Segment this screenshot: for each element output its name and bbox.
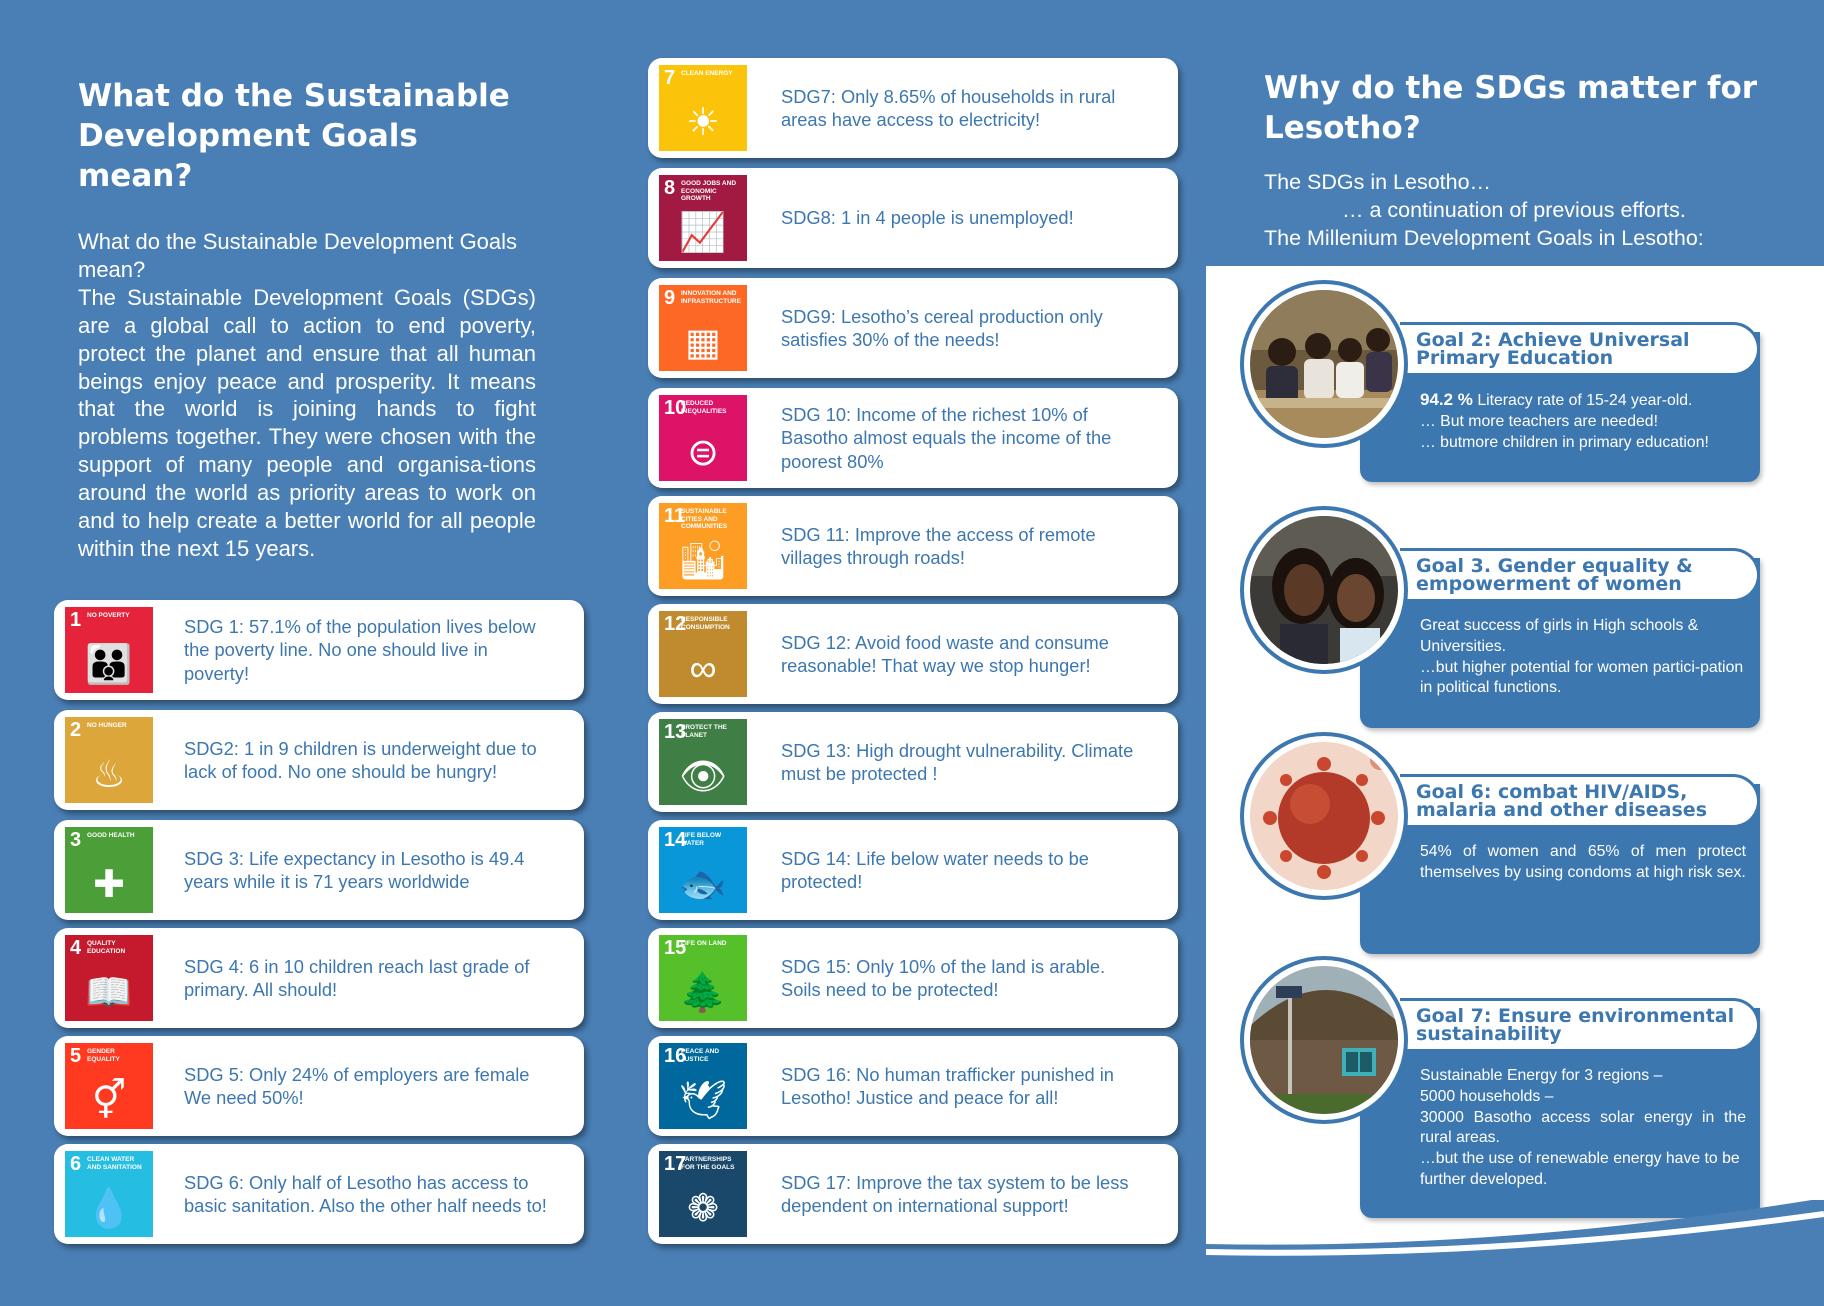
why-section-header — [1264, 68, 1784, 252]
sdg-label: REDUCED INEQUALITIES — [681, 400, 727, 415]
sdg-card-9 — [648, 278, 1178, 378]
intro-section — [78, 76, 536, 563]
sdg-text: SDG 5: Only 24% of employers are female We need 50%! — [184, 1063, 530, 1108]
goal-line: … butmore children in primary education! — [1420, 433, 1709, 451]
sdg-label: LIFE ON LAND — [681, 940, 727, 947]
sdg-number: 1 — [70, 609, 82, 631]
goal-line: Great success of girls in High schools & Universities. — [1420, 617, 1699, 655]
goal-line: 54% of women and 65% of men protect themselves by using condoms at high risk sex. — [1420, 843, 1746, 881]
sdg-number: 17 — [664, 1153, 687, 1175]
sdg-11-tile — [659, 503, 747, 589]
sdg-8-tile — [659, 175, 747, 261]
sdg-label: GOOD HEALTH — [87, 832, 135, 839]
dove-icon: 🕊 — [678, 1080, 728, 1122]
sdg-card-14 — [648, 820, 1178, 920]
goal-body — [1420, 842, 1746, 884]
sdg-card-12 — [648, 604, 1178, 704]
goal-photo-frame — [1240, 280, 1408, 448]
equality-icon: ⊜ — [687, 432, 719, 474]
sdg-number: 13 — [664, 721, 687, 743]
sdg-label: PARTNERSHIPS FOR THE GOALS — [681, 1156, 735, 1171]
sdg-13-tile — [659, 719, 747, 805]
sdg-text: SDG 4: 6 in 10 children reach last grade of primary. All should! — [184, 955, 530, 1000]
fish-icon: 🐟 — [679, 864, 727, 906]
sdg-card-8 — [648, 168, 1178, 268]
sdg-text: SDG 11: Improve the access of remote villages through roads! — [781, 523, 1096, 568]
sdg-17-tile — [659, 1151, 747, 1237]
growth-chart-icon: 📈 — [679, 212, 727, 254]
sdg-label: CLEAN WATER AND SANITATION — [87, 1156, 142, 1171]
sdg-text: SDG 6: Only half of Lesotho has access to basic sanitation. Also the other half needs to! — [184, 1171, 547, 1216]
sdg-number: 3 — [70, 829, 82, 851]
virus-photo — [1250, 742, 1398, 890]
gender-icon: ⚥ — [91, 1080, 127, 1122]
sdg-number: 14 — [664, 829, 687, 851]
two-women-photo — [1250, 516, 1398, 664]
sdg-label: NO HUNGER — [87, 722, 127, 729]
sdg-text: SDG 10: Income of the richest 10% of Basotho almost equals the income of the poorest 80% — [781, 404, 1112, 472]
book-icon: 📖 — [85, 972, 133, 1014]
sdg-16-tile — [659, 1043, 747, 1129]
sdg-card-4 — [54, 928, 584, 1028]
intro-question: What do the Sustainable Development Goals mean? — [78, 229, 518, 282]
sdg-label: LIFE BELOW WATER — [681, 832, 722, 847]
sdg-text: SDG 16: No human trafficker punished in Lesotho! Justice and peace for all! — [781, 1063, 1114, 1108]
why-title: Why do the SDGs matter for Lesotho? — [1264, 70, 1758, 146]
intro-title: What do the Sustainable Development Goals mean? — [78, 78, 510, 194]
sdg-card-10 — [648, 388, 1178, 488]
water-icon: 💧 — [85, 1188, 133, 1230]
goal-body — [1420, 390, 1746, 453]
sdg-number: 4 — [70, 937, 82, 959]
sdg-card-7 — [648, 58, 1178, 158]
sdg-label: CLEAN ENERGY — [681, 70, 733, 77]
sdg-number: 15 — [664, 937, 687, 959]
family-icon: 👪 — [85, 644, 133, 686]
goal-photo-frame — [1240, 956, 1408, 1124]
sdg-label: GENDER EQUALITY — [87, 1048, 120, 1063]
sdg-number: 5 — [70, 1045, 82, 1067]
sdg-number: 6 — [70, 1153, 82, 1175]
bowl-icon: ♨ — [91, 754, 127, 796]
sdg-10-tile — [659, 395, 747, 481]
goal-line — [1420, 390, 1746, 412]
sdg-4-tile — [65, 935, 153, 1021]
sdg-number: 7 — [664, 67, 676, 89]
goal-line: 30000 Basotho access solar energy in the rural areas. — [1420, 1108, 1746, 1147]
goal-photo-frame — [1240, 506, 1408, 674]
eye-globe-icon: 👁 — [678, 756, 728, 798]
goal-title: Goal 3. Gender equality & empowerment of women — [1400, 548, 1760, 602]
sdg-label: PROTECT THE PLANET — [681, 724, 727, 739]
wave-decoration — [1206, 1200, 1824, 1306]
goal-card-3 — [1240, 506, 1760, 736]
goal-line: … But more teachers are needed! — [1420, 412, 1658, 430]
goal-title: Goal 6: combat HIV/AIDS, malaria and other diseases — [1400, 774, 1760, 828]
sdg-number: 2 — [70, 719, 82, 741]
sdg-label: GOOD JOBS AND ECONOMIC GROWTH — [681, 180, 737, 202]
sdg-1-tile — [65, 607, 153, 693]
intro-body: The Sustainable Development Goals (SDGs) are a global call to action to end poverty, protect the planet and ensure that all human beings enjoy peace and prosperity. It means that the world is joining hands to fight problems together. They were chosen with the support of many people and organisa-tions around the world as priority areas to work on and to help create a better world for all people within the next 15 years. — [78, 284, 536, 561]
sdg-label: SUSTAINABLE CITIES AND COMMUNITIES — [681, 508, 728, 530]
sdg-number: 9 — [664, 287, 676, 309]
sdg-12-tile — [659, 611, 747, 697]
sdg-7-tile — [659, 65, 747, 151]
infinity-icon: ∞ — [689, 648, 717, 690]
city-icon: 🏙 — [678, 540, 728, 582]
goal-bold-prefix: 94.2 % — [1420, 390, 1473, 409]
sdg-card-3 — [54, 820, 584, 920]
goal-line: 5000 households – — [1420, 1087, 1554, 1105]
partnership-rings-icon: ❁ — [687, 1188, 719, 1230]
sdg-label: INNOVATION AND INFRASTRUCTURE — [681, 290, 741, 305]
why-line-3: The Millenium Development Goals in Lesotho: — [1264, 226, 1704, 250]
goal-body — [1420, 616, 1746, 699]
sdg-text: SDG 15: Only 10% of the land is arable. Soils need to be protected! — [781, 955, 1106, 1000]
sdg-number: 12 — [664, 613, 687, 635]
hut-solar-photo — [1250, 966, 1398, 1114]
sdg-card-13 — [648, 712, 1178, 812]
sdg-text: SDG 14: Life below water needs to be protected! — [781, 847, 1089, 892]
goal-line: Sustainable Energy for 3 regions – — [1420, 1067, 1663, 1084]
sdg-card-17 — [648, 1144, 1178, 1244]
sdg-text: SDG 17: Improve the tax system to be less dependent on international support! — [781, 1171, 1129, 1216]
sdg-text: SDG2: 1 in 9 children is underweight due to lack of food. No one should be hungry! — [184, 737, 537, 782]
tree-icon: 🌲 — [679, 972, 727, 1014]
infrastructure-icon: ▦ — [685, 322, 721, 364]
sdg-card-5 — [54, 1036, 584, 1136]
goal-title: Goal 2: Achieve Universal Primary Education — [1400, 322, 1760, 376]
sdg-text: SDG 13: High drought vulnerability. Climate must be protected ! — [781, 739, 1134, 784]
children-classroom-photo — [1250, 290, 1398, 438]
goal-line-rest: Literacy rate of 15-24 year-old. — [1472, 392, 1693, 409]
sdg-card-2 — [54, 710, 584, 810]
sdg-2-tile — [65, 717, 153, 803]
sdg-text: SDG 1: 57.1% of the population lives below the poverty line. No one should live in poverty! — [184, 616, 536, 684]
sdg-number: 8 — [664, 177, 676, 199]
sdg-text: SDG7: Only 8.65% of households in rural areas have access to electricity! — [781, 85, 1116, 130]
why-line-2: … a continuation of previous efforts. — [1342, 198, 1686, 222]
goal-body — [1420, 1066, 1746, 1191]
sdg-label: QUALITY EDUCATION — [87, 940, 126, 955]
sdg-5-tile — [65, 1043, 153, 1129]
why-line-1: The SDGs in Lesotho… — [1264, 170, 1492, 194]
sdg-label: PEACE AND JUSTICE — [681, 1048, 720, 1063]
sdg-14-tile — [659, 827, 747, 913]
sdg-card-6 — [54, 1144, 584, 1244]
sdg-15-tile — [659, 935, 747, 1021]
sdg-text: SDG8: 1 in 4 people is unemployed! — [781, 207, 1074, 229]
goal-title: Goal 7: Ensure environmental sustainability — [1400, 998, 1760, 1052]
sun-power-icon: ☀ — [685, 102, 721, 144]
sdg-label: NO POVERTY — [87, 612, 130, 619]
sdg-card-1 — [54, 600, 584, 700]
sdg-card-15 — [648, 928, 1178, 1028]
health-icon: ✚ — [93, 864, 125, 906]
sdg-3-tile — [65, 827, 153, 913]
sdg-card-11 — [648, 496, 1178, 596]
sdg-label: RESPONSIBLE CONSUMPTION — [681, 616, 730, 631]
goal-card-7 — [1240, 956, 1760, 1186]
sdg-9-tile — [659, 285, 747, 371]
sdg-number: 10 — [664, 397, 687, 419]
sdg-text: SDG 12: Avoid food waste and consume reasonable! That way we stop hunger! — [781, 631, 1109, 676]
sdg-text: SDG 3: Life expectancy in Lesotho is 49.4 years while it is 71 years worldwide — [184, 847, 525, 892]
sdg-card-16 — [648, 1036, 1178, 1136]
goal-line: …but the use of renewable energy have to be further developed. — [1420, 1150, 1740, 1188]
goal-line: …but higher potential for women partici-pation in political functions. — [1420, 658, 1744, 697]
sdg-6-tile — [65, 1151, 153, 1237]
goal-card-6 — [1240, 732, 1760, 962]
sdg-text: SDG9: Lesotho’s cereal production only satisfies 30% of the needs! — [781, 305, 1103, 350]
sdg-number: 16 — [664, 1045, 687, 1067]
goal-photo-frame — [1240, 732, 1408, 900]
goal-card-2 — [1240, 280, 1760, 510]
sdg-number: 11 — [664, 505, 686, 527]
